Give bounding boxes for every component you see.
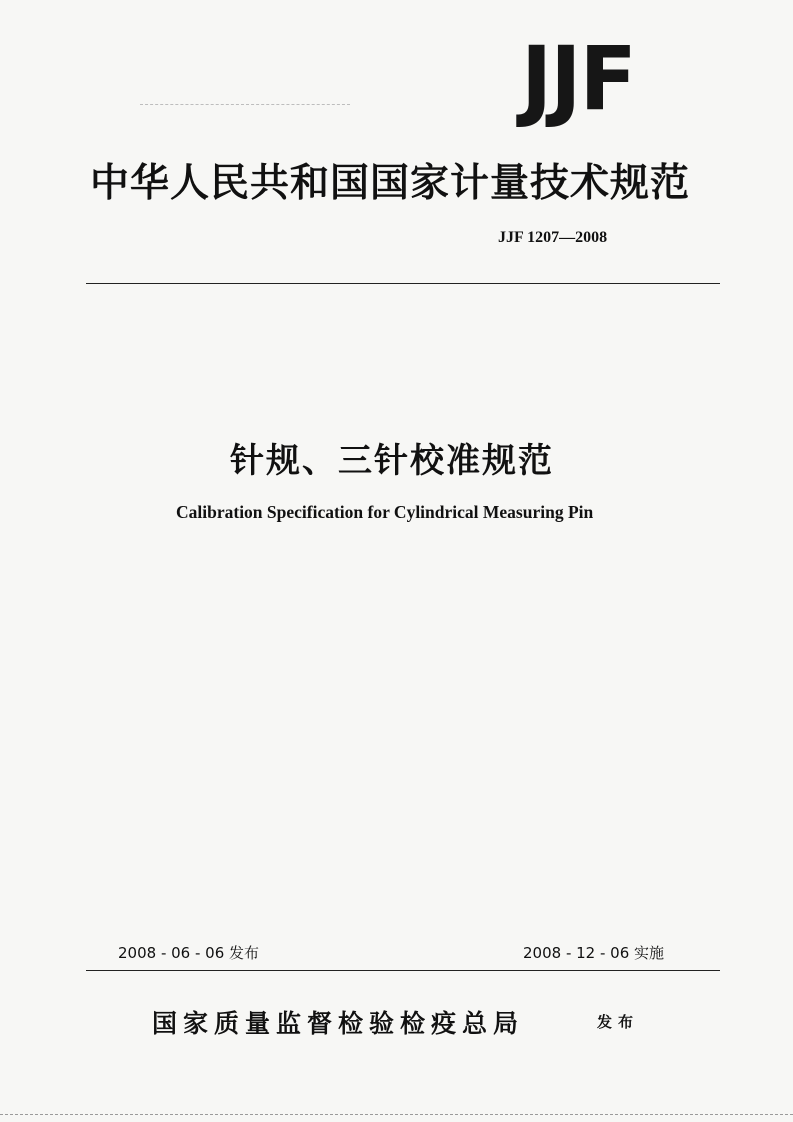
- chinese-title: 针规、三针校准规范: [230, 441, 554, 481]
- issuing-authority-title: 中华人民共和国国家计量技术规范: [90, 160, 691, 206]
- logo-text: JJF: [521, 27, 635, 131]
- publish-label: 发布: [597, 1013, 640, 1031]
- scan-edge-line: [0, 1114, 793, 1115]
- decorative-dash-line: [140, 104, 350, 105]
- issue-date: 2008 - 06 - 06 发布: [118, 944, 260, 962]
- bottom-divider: [86, 970, 720, 971]
- publisher-name: 国家质量监督检验检疫总局: [152, 1009, 525, 1038]
- document-number: JJF 1207—2008: [498, 229, 608, 246]
- jjf-logo: [478, 27, 678, 131]
- implementation-date: 2008 - 12 - 06 实施: [523, 944, 665, 962]
- top-divider: [86, 283, 720, 284]
- english-title: Calibration Specification for Cylindrical Measuring Pin: [176, 502, 594, 522]
